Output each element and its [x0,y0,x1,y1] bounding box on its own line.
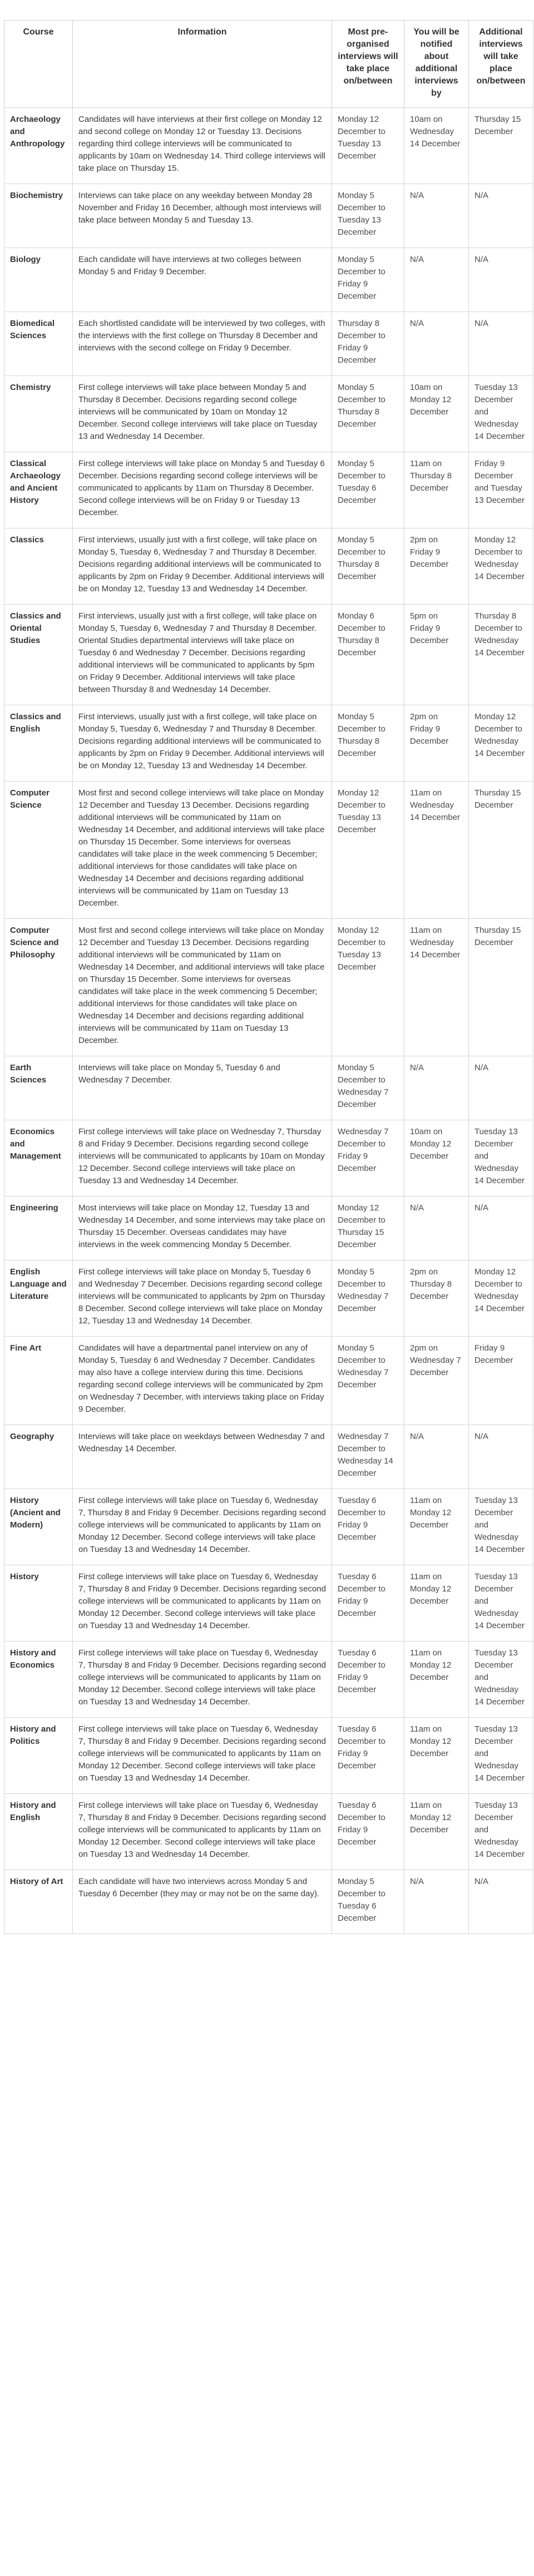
course-cell: Classics and Oriental Studies [4,605,73,705]
preorganised-dates-cell: Wednesday 7 December to Friday 9 December [332,1120,404,1196]
table-row [4,919,533,1056]
information-cell: Interviews can take place on any weekday between Monday 28 November and Friday 16 December, although most interviews will take place between Monday 5 and Tuesday 13. [73,184,332,248]
preorganised-dates-cell: Tuesday 6 December to Friday 9 December [332,1794,404,1870]
additional-dates-cell: Thursday 15 December [469,108,533,184]
table-row [4,1120,533,1196]
notification-cell: N/A [404,1425,469,1489]
preorganised-dates-cell: Thursday 8 December to Friday 9 December [332,312,404,376]
table-row [4,1718,533,1794]
information-cell: Interviews will take place on weekdays between Wednesday 7 and Wednesday 14 December. [73,1425,332,1489]
additional-dates-cell: Thursday 15 December [469,782,533,919]
table-row [4,1794,533,1870]
course-cell: Computer Science and Philosophy [4,919,73,1056]
information-cell: Each candidate will have two interviews across Monday 5 and Tuesday 6 December (they may or may not be on the same day). [73,1870,332,1934]
notification-cell: 11am on Monday 12 December [404,1794,469,1870]
course-cell: Earth Sciences [4,1056,73,1120]
course-cell: Archaeology and Anthropology [4,108,73,184]
additional-dates-cell: Tuesday 13 December and Wednesday 14 December [469,1120,533,1196]
notification-cell: 11am on Monday 12 December [404,1718,469,1794]
preorganised-dates-cell: Monday 5 December to Thursday 8 December [332,705,404,782]
table-row [4,782,533,919]
preorganised-dates-cell: Monday 12 December to Thursday 15 December [332,1196,404,1260]
course-cell: Fine Art [4,1337,73,1425]
notification-cell: 11am on Wednesday 14 December [404,919,469,1056]
table-row [4,1425,533,1489]
notification-cell: N/A [404,312,469,376]
table-row [4,312,533,376]
preorganised-dates-cell: Monday 5 December to Tuesday 6 December [332,452,404,528]
table-body [4,108,533,1934]
information-cell: First interviews, usually just with a first college, will take place on Monday 5, Tuesday 6, Wednesday 7 and Thursday 8 December. Decisions regarding additional interviews will be communicated to applicants by 2pm on Friday 9 December. Additional interviews will be on Monday 12, Tuesday 13 and Wednesday 14 December. [73,705,332,782]
additional-dates-cell: N/A [469,1196,533,1260]
information-cell: First interviews, usually just with a first college, will take place on Monday 5, Tuesday 6, Wednesday 7 and Thursday 8 December. Decisions regarding additional interviews will be communicated to applicants by 2pm on Friday 9 December. Additional interviews will be on Monday 12, Tuesday 13 and Wednesday 14 December. [73,528,332,605]
course-cell: Economics and Management [4,1120,73,1196]
additional-dates-cell: N/A [469,312,533,376]
information-cell: Interviews will take place on Monday 5, Tuesday 6 and Wednesday 7 December. [73,1056,332,1120]
header-preorganised: Most pre-organised interviews will take place on/between [332,21,404,108]
notification-cell: 11am on Monday 12 December [404,1565,469,1641]
information-cell: First college interviews will take place on Monday 5 and Tuesday 6 December. Decisions regarding second college interviews will be communicated to applicants by 11am on Thursday 8 December. Second college interviews will be on Friday 9 or Tuesday 13 December. [73,452,332,528]
header-additional: Additional interviews will take place on/between [469,21,533,108]
course-cell: History and English [4,1794,73,1870]
table-row [4,452,533,528]
course-cell: Classics and English [4,705,73,782]
additional-dates-cell: N/A [469,1425,533,1489]
header-notified: You will be notified about additional interviews by [404,21,469,108]
additional-dates-cell: Tuesday 13 December and Wednesday 14 December [469,1794,533,1870]
additional-dates-cell: Tuesday 13 December and Wednesday 14 December [469,1565,533,1641]
additional-dates-cell: Monday 12 December to Wednesday 14 December [469,1260,533,1337]
notification-cell: 5pm on Friday 9 December [404,605,469,705]
course-cell: Biochemistry [4,184,73,248]
table-row [4,1260,533,1337]
additional-dates-cell: Friday 9 December and Tuesday 13 December [469,452,533,528]
additional-dates-cell: Friday 9 December [469,1337,533,1425]
preorganised-dates-cell: Tuesday 6 December to Friday 9 December [332,1641,404,1718]
preorganised-dates-cell: Monday 5 December to Tuesday 13 December [332,184,404,248]
information-cell: Each candidate will have interviews at two colleges between Monday 5 and Friday 9 December. [73,248,332,312]
table-row [4,528,533,605]
notification-cell: 2pm on Friday 9 December [404,705,469,782]
notification-cell: N/A [404,184,469,248]
preorganised-dates-cell: Monday 12 December to Tuesday 13 December [332,919,404,1056]
course-cell: English Language and Literature [4,1260,73,1337]
information-cell: First college interviews will take place on Tuesday 6, Wednesday 7, Thursday 8 and Friday 9 December. Decisions regarding second college interviews will be communicated to applicants by 11am on Monday 12 December. Second college interviews will take place on Tuesday 13 and Wednesday 14 December. [73,1489,332,1565]
preorganised-dates-cell: Monday 12 December to Tuesday 13 December [332,108,404,184]
additional-dates-cell: Thursday 15 December [469,919,533,1056]
interview-dates-table [4,20,533,1934]
header-course: Course [4,21,73,108]
notification-cell: 2pm on Wednesday 7 December [404,1337,469,1425]
preorganised-dates-cell: Monday 5 December to Wednesday 7 December [332,1337,404,1425]
information-cell: First college interviews will take place on Tuesday 6, Wednesday 7, Thursday 8 and Friday 9 December. Decisions regarding second college interviews will be communicated to applicants by 11am on Monday 12 December. Second college interviews will take place on Tuesday 13 and Wednesday 14 December. [73,1565,332,1641]
table-row [4,1337,533,1425]
additional-dates-cell: N/A [469,248,533,312]
course-cell: Biology [4,248,73,312]
additional-dates-cell: N/A [469,1056,533,1120]
additional-dates-cell: Thursday 8 December to Wednesday 14 December [469,605,533,705]
information-cell: First college interviews will take place between Monday 5 and Thursday 8 December. Decisions regarding second college interviews will be communicated by 10am on Monday 12 December. Second college interviews will take place on Tuesday 13 and Wednesday 14 December. [73,376,332,452]
information-cell: Candidates will have interviews at their first college on Monday 12 and second college on Monday 12 or Tuesday 13. Decisions regarding third college interviews will be communicated to applicants by 10am on Wednesday 14. Third college interviews will take place on Thursday 15. [73,108,332,184]
preorganised-dates-cell: Wednesday 7 December to Wednesday 14 December [332,1425,404,1489]
table-row [4,184,533,248]
table-row [4,1489,533,1565]
information-cell: First college interviews will take place on Monday 5, Tuesday 6 and Wednesday 7 December. Decisions regarding second college interviews will be communicated to applicants by 2pm on Thursday 8 December. Second college interviews will take place on Monday 12, Tuesday 13 and Wednesday 14 December. [73,1260,332,1337]
notification-cell: 11am on Wednesday 14 December [404,782,469,919]
information-cell: First college interviews will take place on Tuesday 6, Wednesday 7, Thursday 8 and Friday 9 December. Decisions regarding second college interviews will be communicated to applicants by 11am on Monday 12 December. Second college interviews will take place on Tuesday 13 and Wednesday 14 December. [73,1641,332,1718]
course-cell: History (Ancient and Modern) [4,1489,73,1565]
information-cell: Most first and second college interviews will take place on Monday 12 December and Tuesday 13 December. Decisions regarding additional interviews will be communicated by 11am on Wednesday 14 December, and additional interviews will take place on Thursday 15 December. Some interviews for overseas candidates will take place in the week commencing 5 December; additional interviews for those candidates will take place on Wednesday 14 December and decisions regarding additional interviews will be communicated by 11am on Tuesday 13 December. [73,919,332,1056]
preorganised-dates-cell: Monday 5 December to Friday 9 December [332,248,404,312]
course-cell: Engineering [4,1196,73,1260]
information-cell: Candidates will have a departmental panel interview on any of Monday 5, Tuesday 6 and Wednesday 7 December. Candidates may also have a college interview during this time. Decisions regarding second college interviews will be communicated by 2pm on Wednesday 7 December, with interviews taking place on Friday 9 December. [73,1337,332,1425]
notification-cell: 10am on Monday 12 December [404,376,469,452]
course-cell: Computer Science [4,782,73,919]
preorganised-dates-cell: Monday 5 December to Thursday 8 December [332,376,404,452]
table-row [4,376,533,452]
information-cell: First college interviews will take place on Tuesday 6, Wednesday 7, Thursday 8 and Friday 9 December. Decisions regarding second college interviews will be communicated to applicants by 11am on Monday 12 December. Second college interviews will take place on Tuesday 13 and Wednesday 14 December. [73,1718,332,1794]
course-cell: Classics [4,528,73,605]
course-cell: Chemistry [4,376,73,452]
notification-cell: 2pm on Friday 9 December [404,528,469,605]
table-row [4,605,533,705]
course-cell: Classical Archaeology and Ancient History [4,452,73,528]
additional-dates-cell: Tuesday 13 December and Wednesday 14 December [469,376,533,452]
notification-cell: 10am on Monday 12 December [404,1120,469,1196]
information-cell: First college interviews will take place on Tuesday 6, Wednesday 7, Thursday 8 and Friday 9 December. Decisions regarding second college interviews will be communicated to applicants by 11am on Monday 12 December. Second college interviews will take place on Tuesday 13 and Wednesday 14 December. [73,1794,332,1870]
preorganised-dates-cell: Monday 12 December to Tuesday 13 December [332,782,404,919]
notification-cell: N/A [404,1056,469,1120]
additional-dates-cell: Tuesday 13 December and Wednesday 14 December [469,1641,533,1718]
information-cell: First college interviews will take place on Wednesday 7, Thursday 8 and Friday 9 December. Decisions regarding second college interviews will be communicated to applicants by 10am on Monday 12 December. Second college interviews will take place on Tuesday 13 and Wednesday 14 December. [73,1120,332,1196]
course-cell: History [4,1565,73,1641]
notification-cell: 10am on Wednesday 14 December [404,108,469,184]
course-cell: History and Politics [4,1718,73,1794]
additional-dates-cell: Monday 12 December to Wednesday 14 December [469,528,533,605]
course-cell: History and Economics [4,1641,73,1718]
notification-cell: 11am on Monday 12 December [404,1489,469,1565]
course-cell: Biomedical Sciences [4,312,73,376]
information-cell: Each shortlisted candidate will be interviewed by two colleges, with the interviews with the first college on Thursday 8 December and interviews with the second college on Friday 9 December. [73,312,332,376]
information-cell: Most first and second college interviews will take place on Monday 12 December and Tuesday 13 December. Decisions regarding additional interviews will be communicated by 11am on Wednesday 14 December, and additional interviews will take place on Thursday 15 December. Some interviews for overseas candidates will take place in the week commencing 5 December; additional interviews for those candidates will take place on Wednesday 14 December and decisions regarding additional interviews will be communicated by 11am on Tuesday 13 December. [73,782,332,919]
table-row [4,705,533,782]
table-header-row [4,21,533,108]
preorganised-dates-cell: Tuesday 6 December to Friday 9 December [332,1489,404,1565]
additional-dates-cell: N/A [469,1870,533,1934]
notification-cell: 2pm on Thursday 8 December [404,1260,469,1337]
additional-dates-cell: Tuesday 13 December and Wednesday 14 December [469,1489,533,1565]
notification-cell: 11am on Monday 12 December [404,1641,469,1718]
table-row [4,108,533,184]
information-cell: First interviews, usually just with a first college, will take place on Monday 5, Tuesday 6, Wednesday 7 and Thursday 8 December. Oriental Studies departmental interviews will take place on Tuesday 6 and Wednesday 7 December. Decisions regarding additional interviews will be communicated to applicants by 5pm on Friday 9 December. Additional interviews will take place between Thursday 8 and Wednesday 14 December. [73,605,332,705]
table-row [4,1870,533,1934]
notification-cell: N/A [404,1196,469,1260]
course-cell: History of Art [4,1870,73,1934]
additional-dates-cell: N/A [469,184,533,248]
additional-dates-cell: Tuesday 13 December and Wednesday 14 December [469,1718,533,1794]
preorganised-dates-cell: Monday 5 December to Tuesday 6 December [332,1870,404,1934]
notification-cell: N/A [404,1870,469,1934]
header-information: Information [73,21,332,108]
table-row [4,1641,533,1718]
table-row [4,1196,533,1260]
preorganised-dates-cell: Monday 6 December to Thursday 8 December [332,605,404,705]
table-row [4,1565,533,1641]
course-cell: Geography [4,1425,73,1489]
preorganised-dates-cell: Monday 5 December to Wednesday 7 December [332,1056,404,1120]
notification-cell: 11am on Thursday 8 December [404,452,469,528]
notification-cell: N/A [404,248,469,312]
information-cell: Most interviews will take place on Monday 12, Tuesday 13 and Wednesday 14 December, and some interviews may take place on Thursday 15 December. Overseas candidates may have interviews in the week commencing Monday 5 December. [73,1196,332,1260]
additional-dates-cell: Monday 12 December to Wednesday 14 December [469,705,533,782]
preorganised-dates-cell: Monday 5 December to Thursday 8 December [332,528,404,605]
table-row [4,248,533,312]
preorganised-dates-cell: Tuesday 6 December to Friday 9 December [332,1565,404,1641]
table-row [4,1056,533,1120]
preorganised-dates-cell: Tuesday 6 December to Friday 9 December [332,1718,404,1794]
preorganised-dates-cell: Monday 5 December to Wednesday 7 December [332,1260,404,1337]
